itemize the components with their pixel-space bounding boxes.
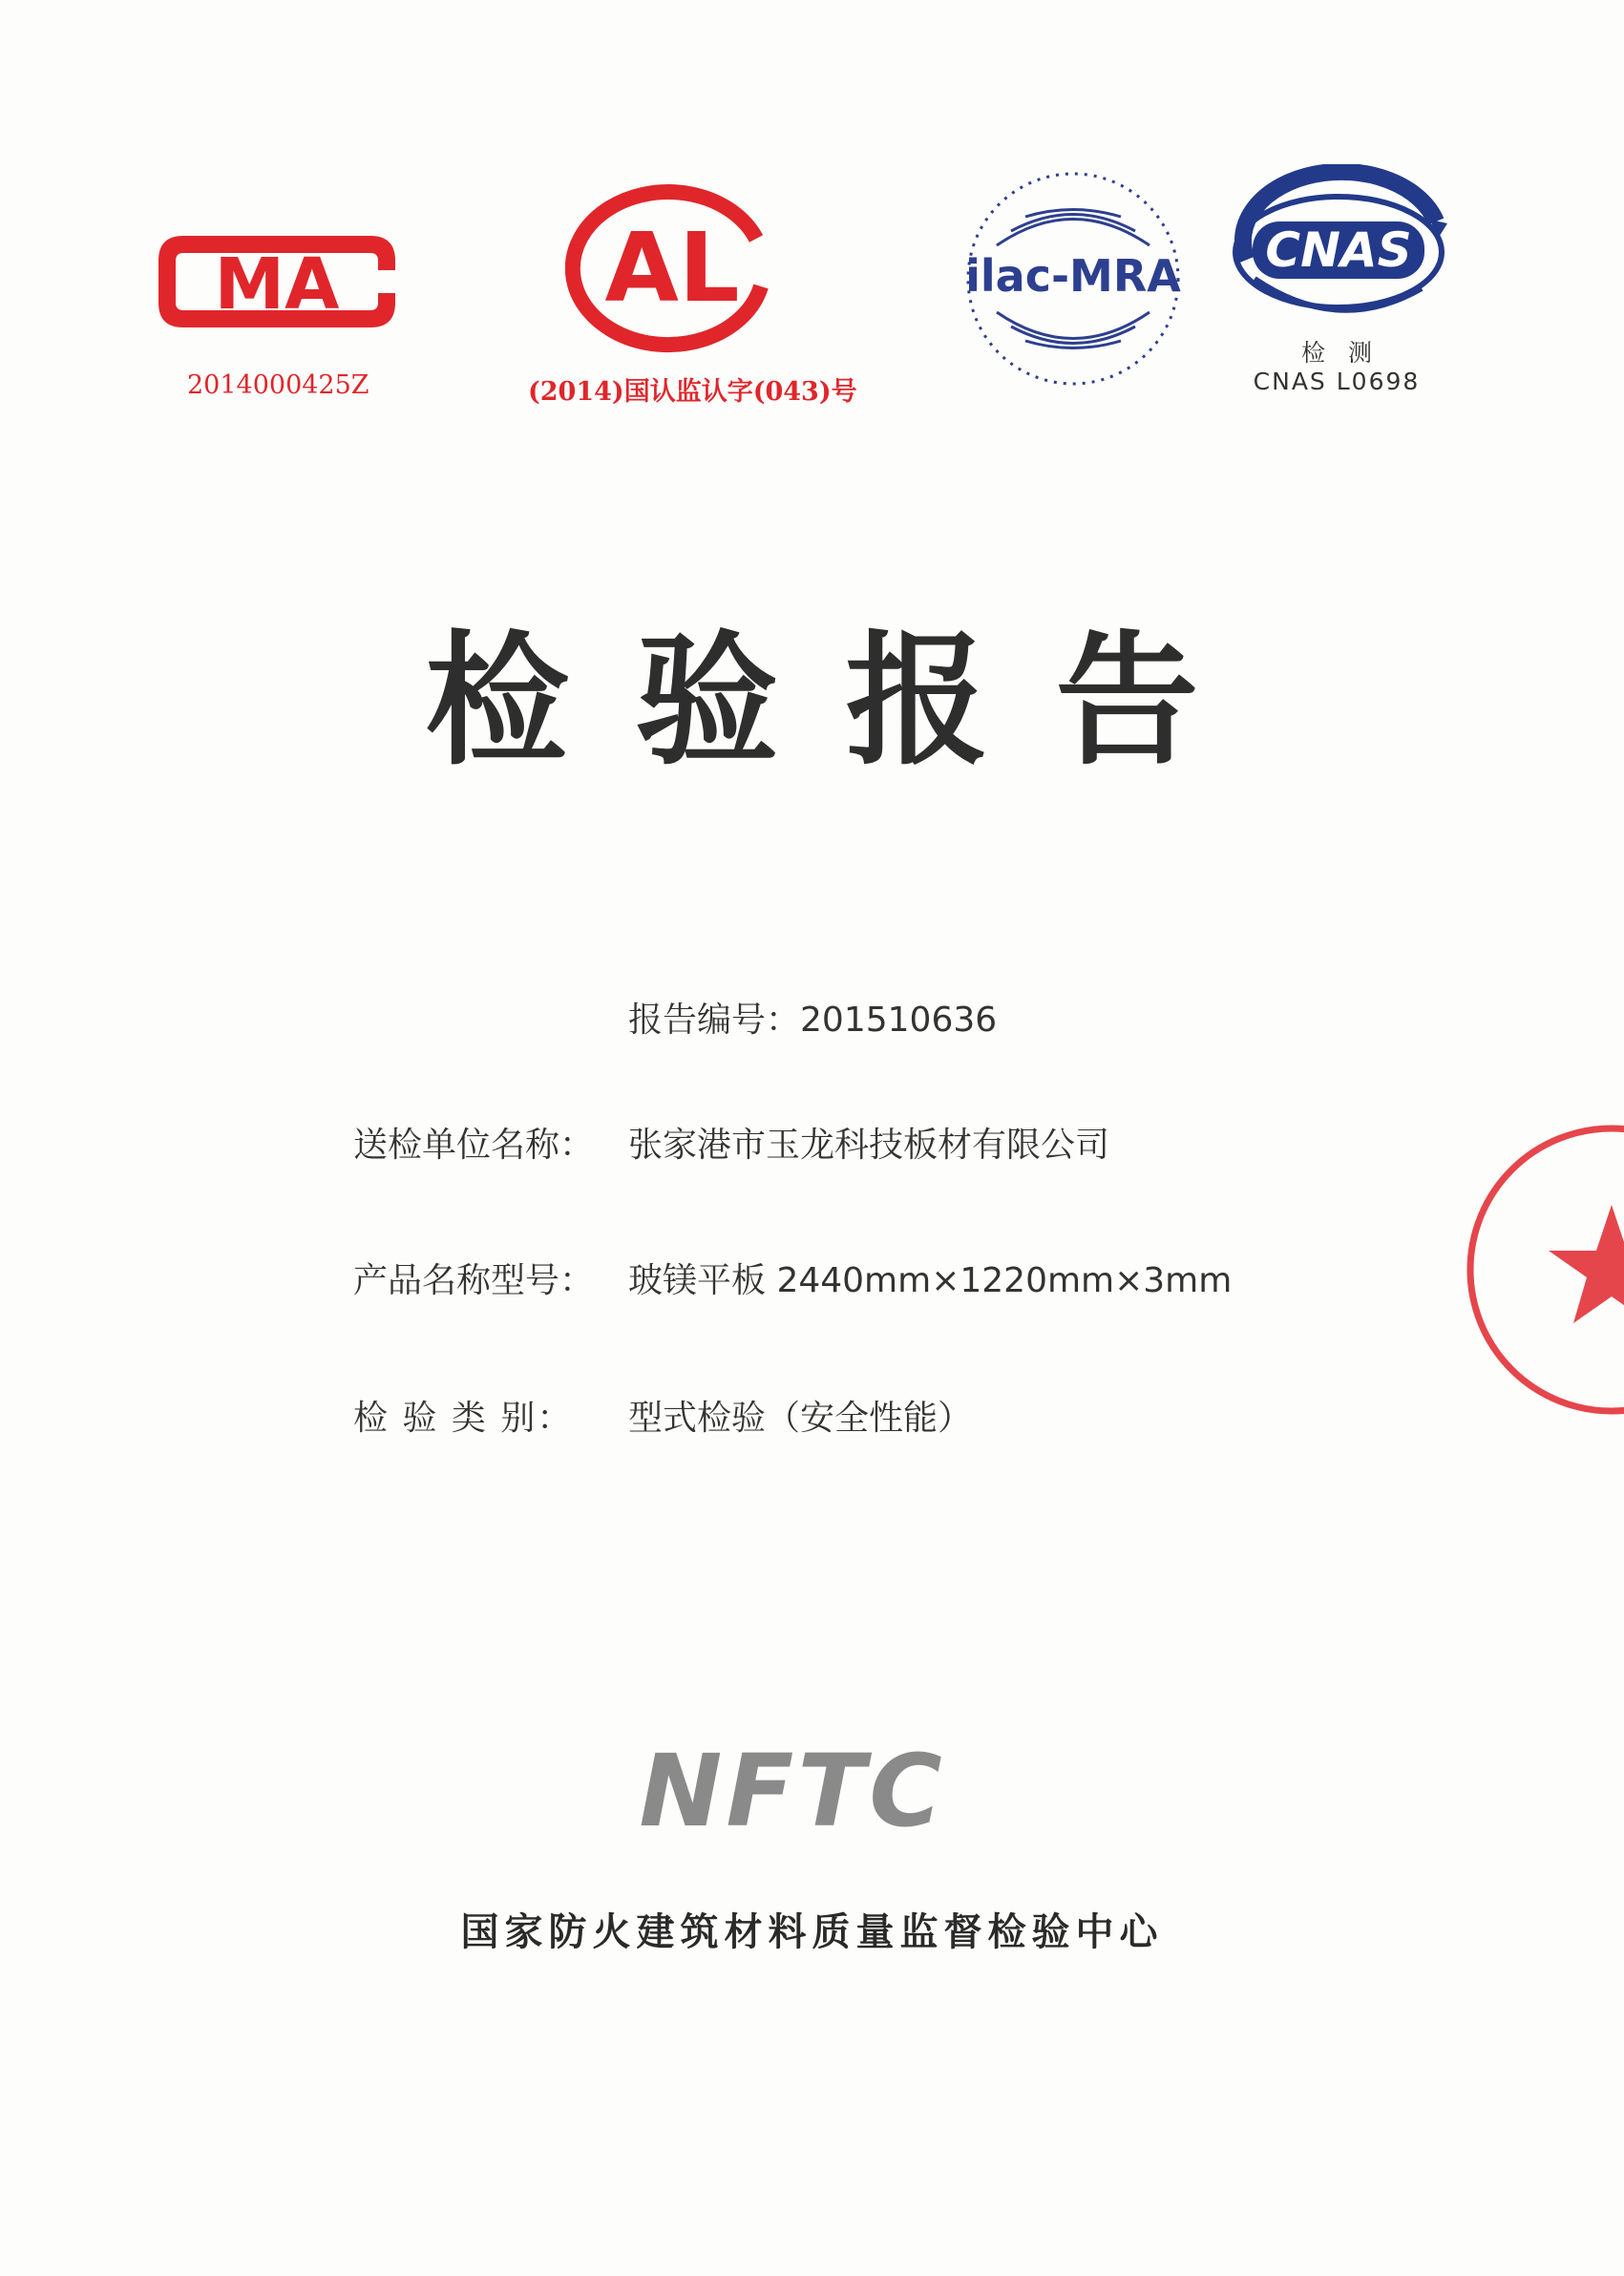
field-row-inspection-type <box>353 1401 972 1436</box>
cal-approval-number: (2014)国认监认字(043)号 <box>528 377 857 407</box>
cma-mark-icon <box>153 215 401 348</box>
ilac-mra-text: ilac-MRA <box>965 250 1181 302</box>
cma-number: 2014000425Z <box>187 370 369 400</box>
field-value: 玻镁平板 2440mm×1220mm×3mm <box>628 1261 1233 1300</box>
report-number-value: 201510636 <box>800 1001 998 1040</box>
ilac-mra-logo <box>959 164 1188 393</box>
report-number-label: 报告编号： <box>628 1001 801 1040</box>
cma-logo <box>153 215 401 348</box>
field-value: 张家港市玉龙科技板材有限公司 <box>628 1126 1110 1165</box>
cal-mark-text: AL <box>604 212 740 324</box>
field-value: 型式检验（安全性能） <box>628 1399 973 1438</box>
report-number-row <box>628 993 997 1042</box>
issuer-name: 国家防火建筑材料质量监督检验中心 <box>460 1910 1164 1954</box>
page-title: 检验报告 <box>425 619 1266 785</box>
nftc-text: NFTC <box>639 1738 946 1843</box>
cnas-number: CNAS L0698 <box>1253 368 1421 395</box>
field-label: 送检单位名称： <box>353 1126 595 1165</box>
cnas-logo <box>1226 164 1455 327</box>
field-row-product-model <box>353 1261 1233 1300</box>
ilac-mra-mark-icon <box>959 164 1188 393</box>
field-label: 产品名称型号： <box>353 1261 595 1300</box>
nftc-mark-icon <box>630 1738 955 1843</box>
nftc-logo <box>630 1738 955 1843</box>
stamp-seal-icon <box>1459 1117 1624 1422</box>
cnas-sub-label: 检 测 <box>1301 339 1380 367</box>
cma-mark-text: MA <box>214 243 340 326</box>
cal-logo <box>565 172 785 353</box>
cal-mark-icon <box>565 172 785 353</box>
field-row-submitting-unit <box>353 1128 1109 1163</box>
cnas-mark-icon <box>1226 164 1455 327</box>
field-label: 检 验 类 别： <box>353 1399 574 1438</box>
official-stamp <box>1459 1117 1624 1422</box>
cnas-mark-text: CNAS <box>1265 222 1412 278</box>
